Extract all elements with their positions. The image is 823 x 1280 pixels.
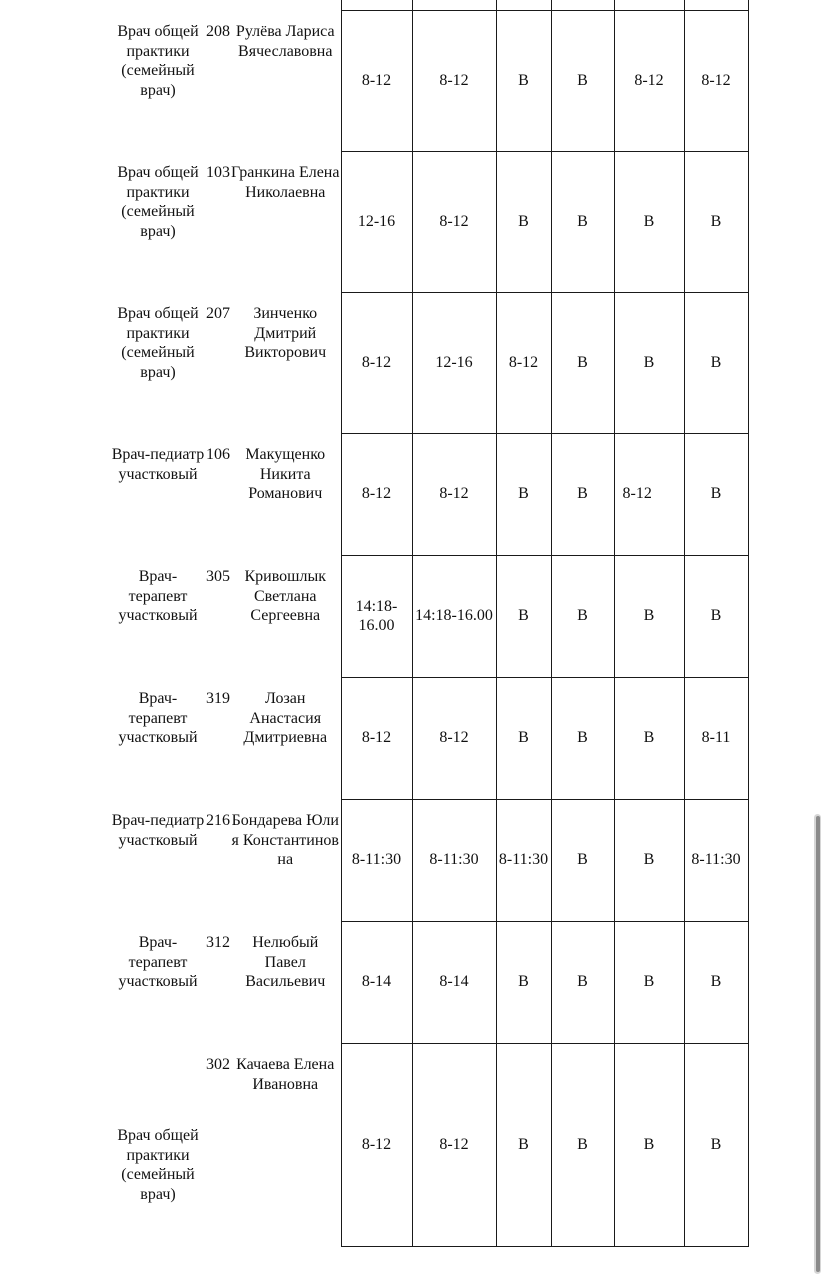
scrollbar-thumb[interactable]: [816, 816, 820, 1272]
day-cell-5: В: [614, 1043, 684, 1246]
day-cell-2: 12-16: [412, 292, 496, 433]
day-cell-6: В: [684, 555, 748, 677]
day-cell-6: 8-11:30: [684, 799, 748, 921]
day-cell-3: В: [496, 433, 551, 555]
table-row: [110, 433, 748, 555]
day-cell-4: В: [551, 151, 614, 292]
table-row: [110, 10, 748, 151]
table-row: [110, 555, 748, 677]
day-cell-2: 14:18-16.00: [412, 555, 496, 677]
day-cell-6: В: [684, 433, 748, 555]
day-cell-4: В: [551, 555, 614, 677]
doctor-name: Качаева Елена Ивановна: [236, 1056, 335, 1093]
day-cell-6: 8-11: [684, 677, 748, 799]
doctor-name: Бондарева Юлия Константиновна: [231, 812, 339, 868]
day-cell-2: 8-11:30: [412, 799, 496, 921]
day-cell-5: В: [614, 292, 684, 433]
table-row: [110, 292, 748, 433]
table-row: [110, 677, 748, 799]
day-cell-1: 8-12: [341, 1043, 412, 1246]
day-cell-1: 8-11:30: [341, 799, 412, 921]
day-cell-3: В: [496, 555, 551, 677]
day-cell-1: 14:18-16.00: [341, 555, 412, 677]
room-number: 319: [206, 690, 230, 707]
day-cell-3: В: [496, 151, 551, 292]
table-top-continuation: [110, 0, 748, 10]
room-number: 207: [206, 305, 230, 322]
room-number: 305: [206, 568, 230, 585]
doctor-position: Врач-терапевт участковый: [118, 690, 198, 746]
day-cell-4: В: [551, 10, 614, 151]
day-cell-4: В: [551, 921, 614, 1043]
day-cell-2: 8-12: [412, 10, 496, 151]
doctor-position: Врач общей практики (семейный врач): [117, 164, 199, 240]
day-cell-3: В: [496, 1043, 551, 1246]
day-cell-6: В: [684, 921, 748, 1043]
day-cell-1: 8-12: [341, 433, 412, 555]
day-cell-4: В: [551, 433, 614, 555]
doctor-name: Рулёва Лариса Вячеславовна: [235, 23, 335, 60]
day-cell-2: 8-12: [412, 151, 496, 292]
doctor-name: Гранкина Елена Николаевна: [231, 164, 340, 201]
doctor-position: Врач общей практики (семейный врач): [117, 305, 199, 381]
day-cell-5: В: [614, 555, 684, 677]
day-cell-3: 8-12: [496, 292, 551, 433]
day-cell-4: В: [551, 677, 614, 799]
day-cell-6: В: [684, 1043, 748, 1246]
room-number: 312: [206, 934, 230, 951]
day-cell-5: В: [614, 677, 684, 799]
day-cell-3: В: [496, 677, 551, 799]
day-cell-4: В: [551, 799, 614, 921]
day-cell-4: В: [551, 292, 614, 433]
day-cell-5: В: [614, 921, 684, 1043]
day-cell-3: В: [496, 921, 551, 1043]
doctor-position: Врач-педиатр участковый: [111, 446, 205, 483]
day-cell-1: 8-12: [341, 677, 412, 799]
day-cell-1: 8-14: [341, 921, 412, 1043]
day-cell-1: 8-12: [341, 292, 412, 433]
doctor-position: Врач общей практики (семейный врач): [117, 1127, 199, 1203]
day-cell-2: 8-12: [412, 433, 496, 555]
day-cell-3: В: [496, 10, 551, 151]
day-cell-3: 8-11:30: [496, 799, 551, 921]
day-cell-6: В: [684, 292, 748, 433]
table-row: [110, 799, 748, 921]
day-cell-5: В: [614, 799, 684, 921]
doctor-name: Кривошлык Светлана Сергеевна: [244, 568, 326, 624]
day-cell-4: В: [551, 1043, 614, 1246]
doctor-position: Врач общей практики (семейный врач): [117, 23, 199, 99]
day-cell-1: 12-16: [341, 151, 412, 292]
doctor-name: Макущенко Никита Романович: [245, 446, 326, 502]
doctor-position: Врач-терапевт участковый: [118, 568, 198, 624]
day-cell-2: 8-14: [412, 921, 496, 1043]
day-cell-5: В: [614, 151, 684, 292]
table-row: [110, 1043, 748, 1246]
room-number: 208: [206, 23, 230, 40]
day-cell-5: 8-12: [614, 433, 684, 555]
room-number: 106: [206, 446, 230, 463]
table-row: [110, 921, 748, 1043]
doctor-name: Зинченко Дмитрий Викторович: [244, 305, 327, 361]
day-cell-2: 8-12: [412, 677, 496, 799]
day-cell-5: 8-12: [614, 10, 684, 151]
doctor-position: Врач-терапевт участковый: [118, 934, 198, 990]
doctor-position: Врач-педиатр участковый: [111, 812, 205, 849]
room-number: 302: [206, 1056, 230, 1073]
table-row: [110, 151, 748, 292]
room-number: 103: [206, 164, 230, 181]
doctor-schedule-table: [110, 0, 749, 1247]
day-cell-6: 8-12: [684, 10, 748, 151]
doctor-name: Лозан Анастасия Дмитриевна: [243, 690, 328, 746]
doctor-name: Нелюбый Павел Васильевич: [245, 934, 326, 990]
room-number: 216: [206, 812, 230, 829]
day-cell-2: 8-12: [412, 1043, 496, 1246]
day-cell-6: В: [684, 151, 748, 292]
day-cell-1: 8-12: [341, 10, 412, 151]
